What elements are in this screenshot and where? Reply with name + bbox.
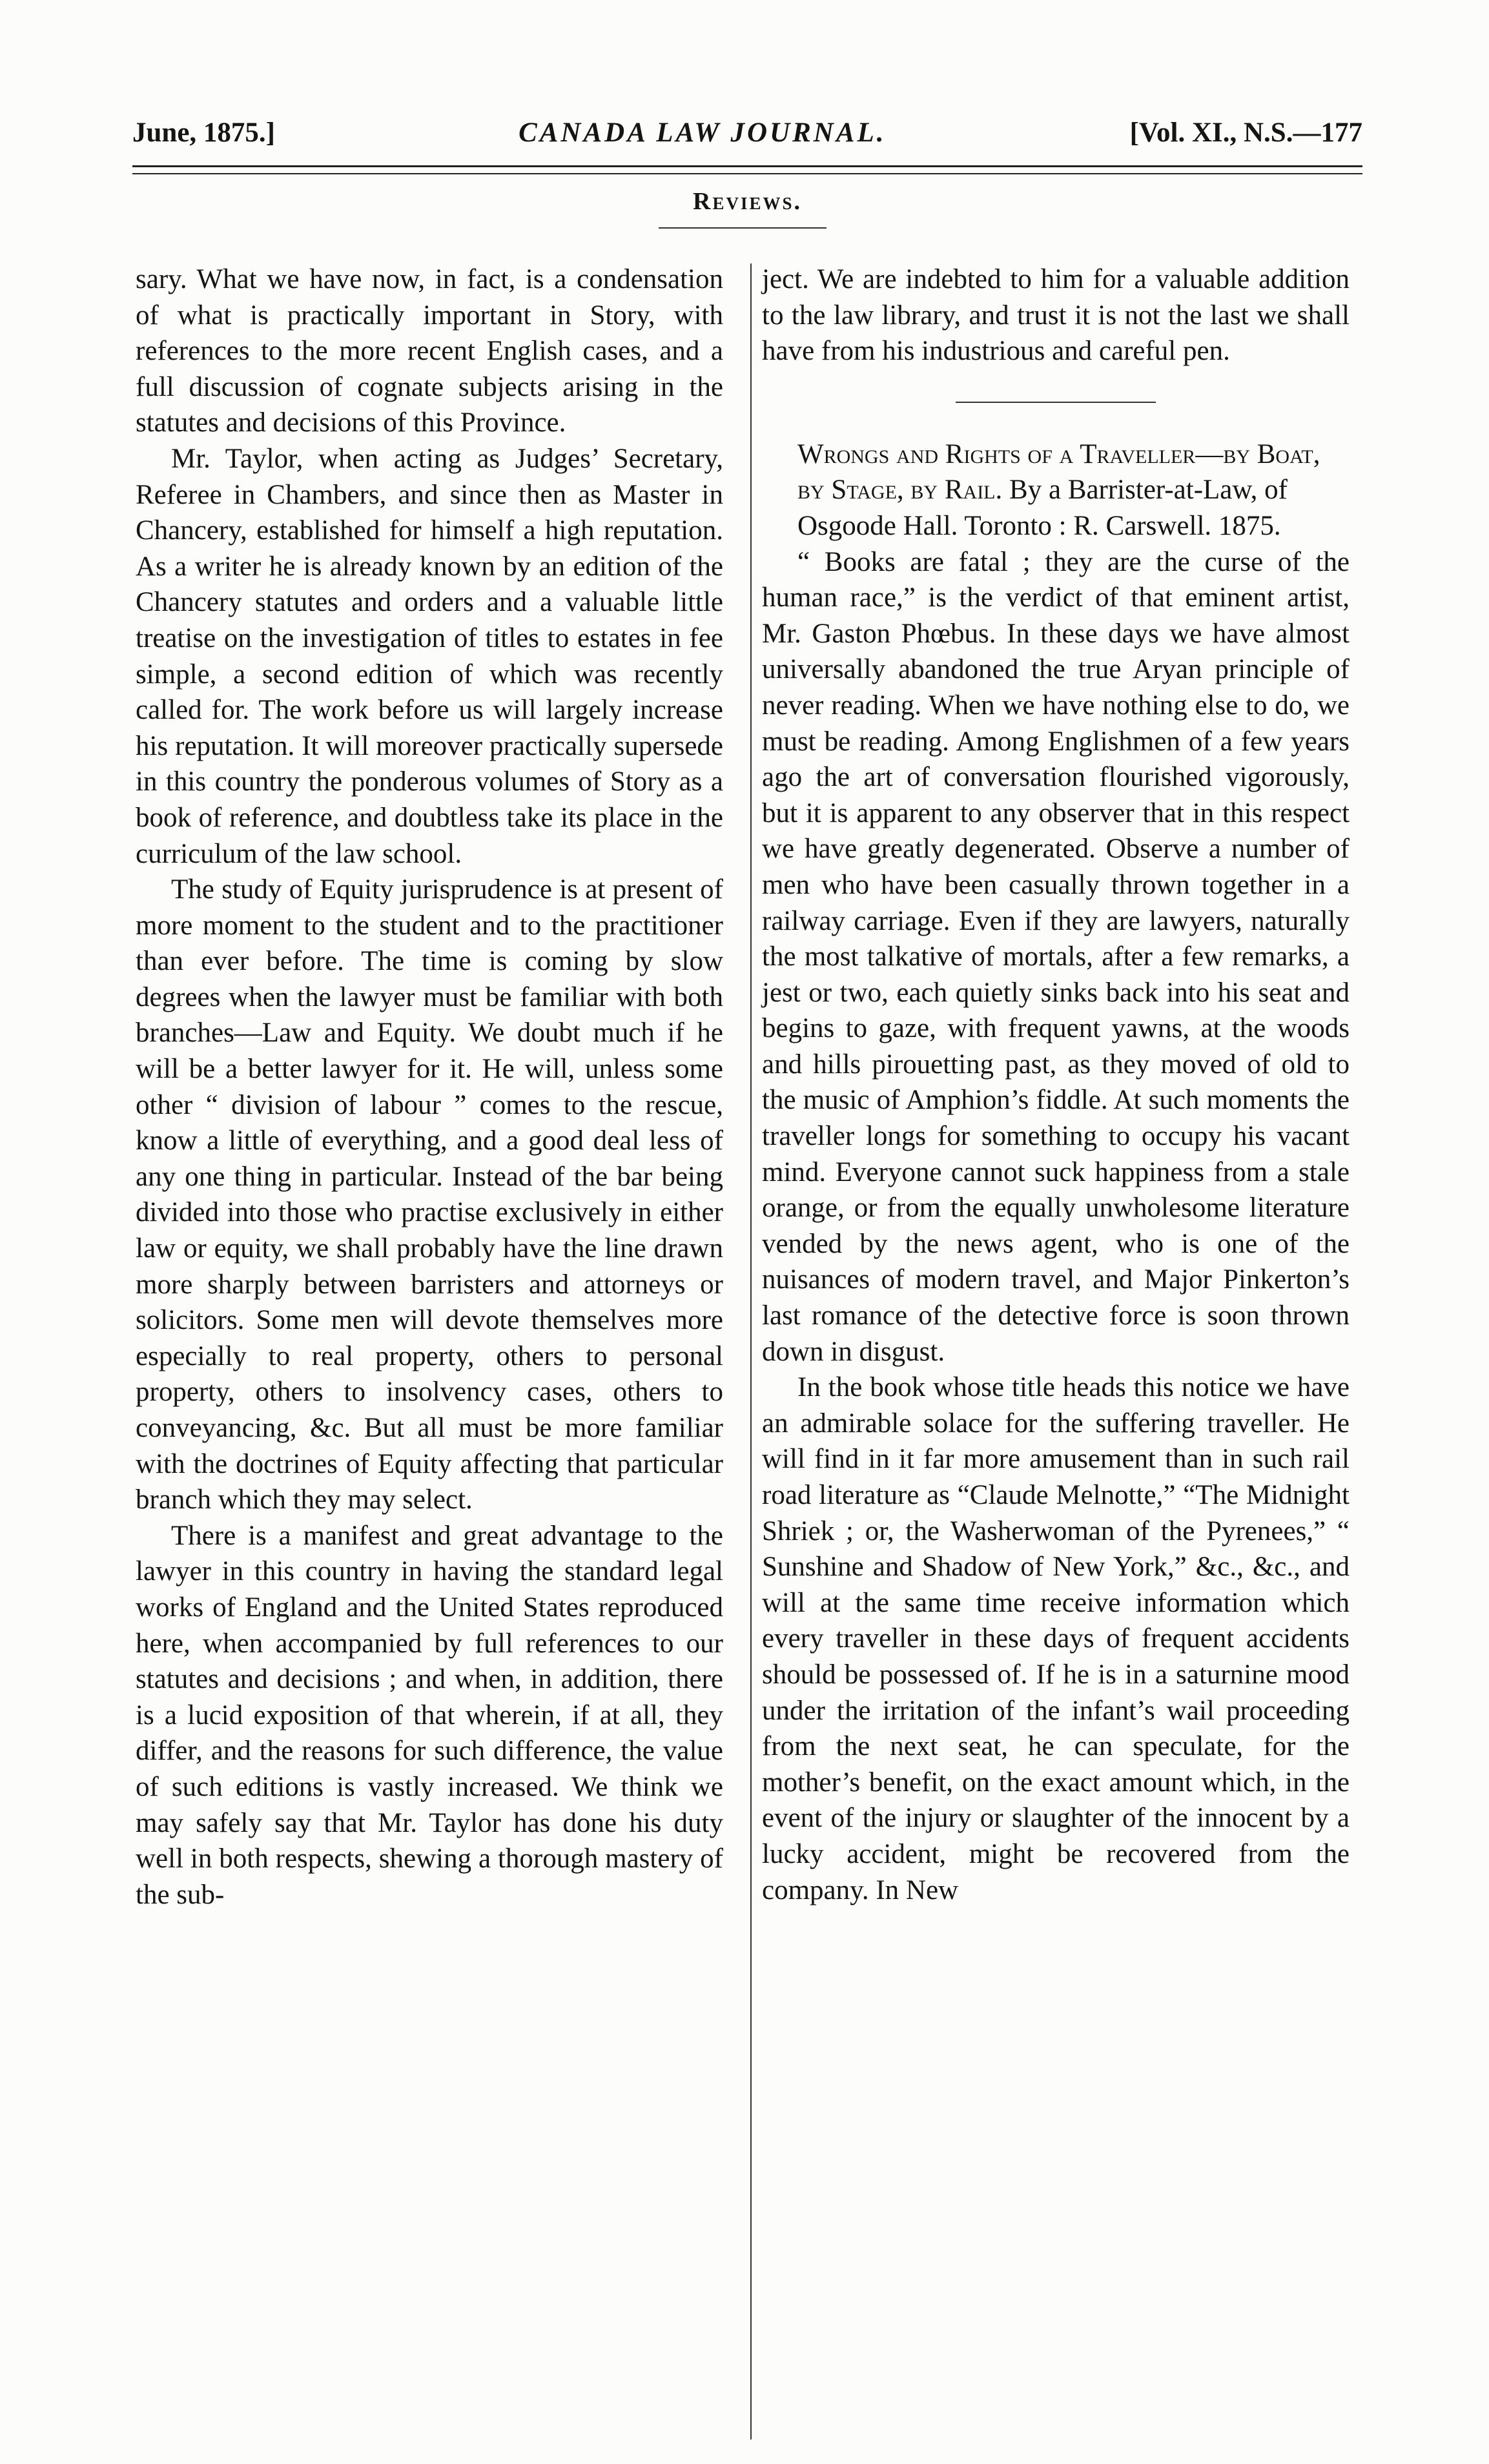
journal-title: CANADA LAW JOURNAL.	[519, 117, 887, 148]
article-separator-rule	[956, 402, 1156, 403]
review-title: Wrongs and Rights of a Traveller—by Boat, by Stage, by Rail.	[797, 438, 1320, 506]
section-title: Reviews.	[693, 188, 802, 215]
paragraph: ject. We are indebted to him for a valuable addition to the law library, and trust it is not the last we shall have from his industrious and careful pen.	[762, 264, 1350, 367]
right-column	[762, 262, 1350, 1908]
paragraph: In the book whose title heads this notice we have an admirable solace for the suffering traveller. He will find in it far more amusement than in such rail road literature as “Claude Melnotte,” “The Midnight Shriek ; or, the Washerwoman of the Pyrenees,” “ Sunshine and Shadow of New York,” &c., &c., and will at the same time receive information which every traveller in these days of frequent accidents should be possessed of. If he is in a saturnine mood under the irritation of the infant’s wail proceeding from the next seat, he can speculate, for the mother’s benefit, on the exact amount which, in the event of the injury or slaughter of the innocent by a lucky accident, might be recovered from the company. In New	[762, 1372, 1350, 1905]
paragraph: The study of Equity jurisprudence is at present of more moment to the student and to the practitioner than ever before. The time is coming by slow degrees when the lawyer must be familiar with both branches—Law and Equity. We doubt much if he will be a better lawyer for it. He will, unless some other “ division of labour ” comes to the rescue, know a little of everything, and a good deal less of any one thing in particular. Instead of the bar being divided into those who practise exclusively in either law or equity, we shall probably have the line drawn more sharply between barristers and attorneys or solicitors. Some men will devote themselves more especially to real property, others to personal property, others to insolvency cases, others to conveyancing, &c. But all must be more familiar with the doctrines of Equity affecting that particular branch which they may select.	[136, 874, 723, 1515]
paragraph: There is a manifest and great advantage to the lawyer in this country in having the standard legal works of England and the United States reproduced here, when accompanied by full references to our statutes and decisions ; and when, in addition, there is a lucid exposition of that wherein, if at all, they differ, and the reasons for such difference, the value of such editions is vastly increased. We think we may safely say that Mr. Taylor has done his duty well in both respects, shewing a thorough mastery of the sub-	[136, 1520, 723, 1910]
paragraph: sary. What we have now, in fact, is a condensation of what is practically important in Story, with references to the more recent English cases, and a full discussion of cognate subjects arising in the statutes and decisions of this Province.	[136, 264, 723, 438]
paragraph: “ Books are fatal ; they are the curse of the human race,” is the verdict of that eminent artist, Mr. Gaston Phœbus. In these days we have almost universally abandoned the true Aryan principle of never reading. When we have nothing else to do, we must be reading. Among Englishmen of a few years ago the art of conversation flourished vigorously, but it is apparent to any observer that in this respect we have greatly degenerated. Observe a number of men who have been casually thrown together in a railway carriage. Even if they are lawyers, naturally the most talkative of mortals, after a few remarks, a jest or two, each quietly sinks back into his seat and begins to gaze, with frequent yawns, at the woods and hills pirouetting past, as they moved of old to the music of Amphion’s fiddle. At such moments the traveller longs for something to occupy his vacant mind. Everyone cannot suck happiness from a stale orange, or from the equally unwholesome literature vended by the news agent, who is one of the nuisances of modern travel, and Major Pinkerton’s last romance of the detective force is soon thrown down in disgust.	[762, 546, 1350, 1367]
issue-date: June, 1875.]	[132, 117, 275, 148]
volume-page-number: [Vol. XI., N.S.—177	[1129, 117, 1362, 148]
paragraph: Mr. Taylor, when acting as Judges’ Secretary, Referee in Chambers, and since then as Master in Chancery, established for himself a high reputation. As a writer he is already known by an edition of the Chancery statutes and orders and a valuable little treatise on the investigation of titles to estates in fee simple, a second edition of which was recently called for. The work before us will largely increase his reputation. It will moreover practically supersede in this country the ponderous volumes of Story as a book of reference, and doubtless take its place in the curriculum of the law school.	[136, 443, 723, 869]
review-heading	[762, 436, 1350, 544]
header-rule-thick	[132, 165, 1362, 167]
left-column	[136, 262, 723, 1913]
header-rule-thin	[132, 173, 1362, 174]
section-rule	[659, 227, 827, 229]
running-header	[132, 107, 1362, 158]
column-divider	[750, 263, 752, 2439]
review-byline: By a Barrister-at-Law, of Osgoode Hall. Toronto : R. Carswell. 1875.	[797, 475, 1288, 541]
